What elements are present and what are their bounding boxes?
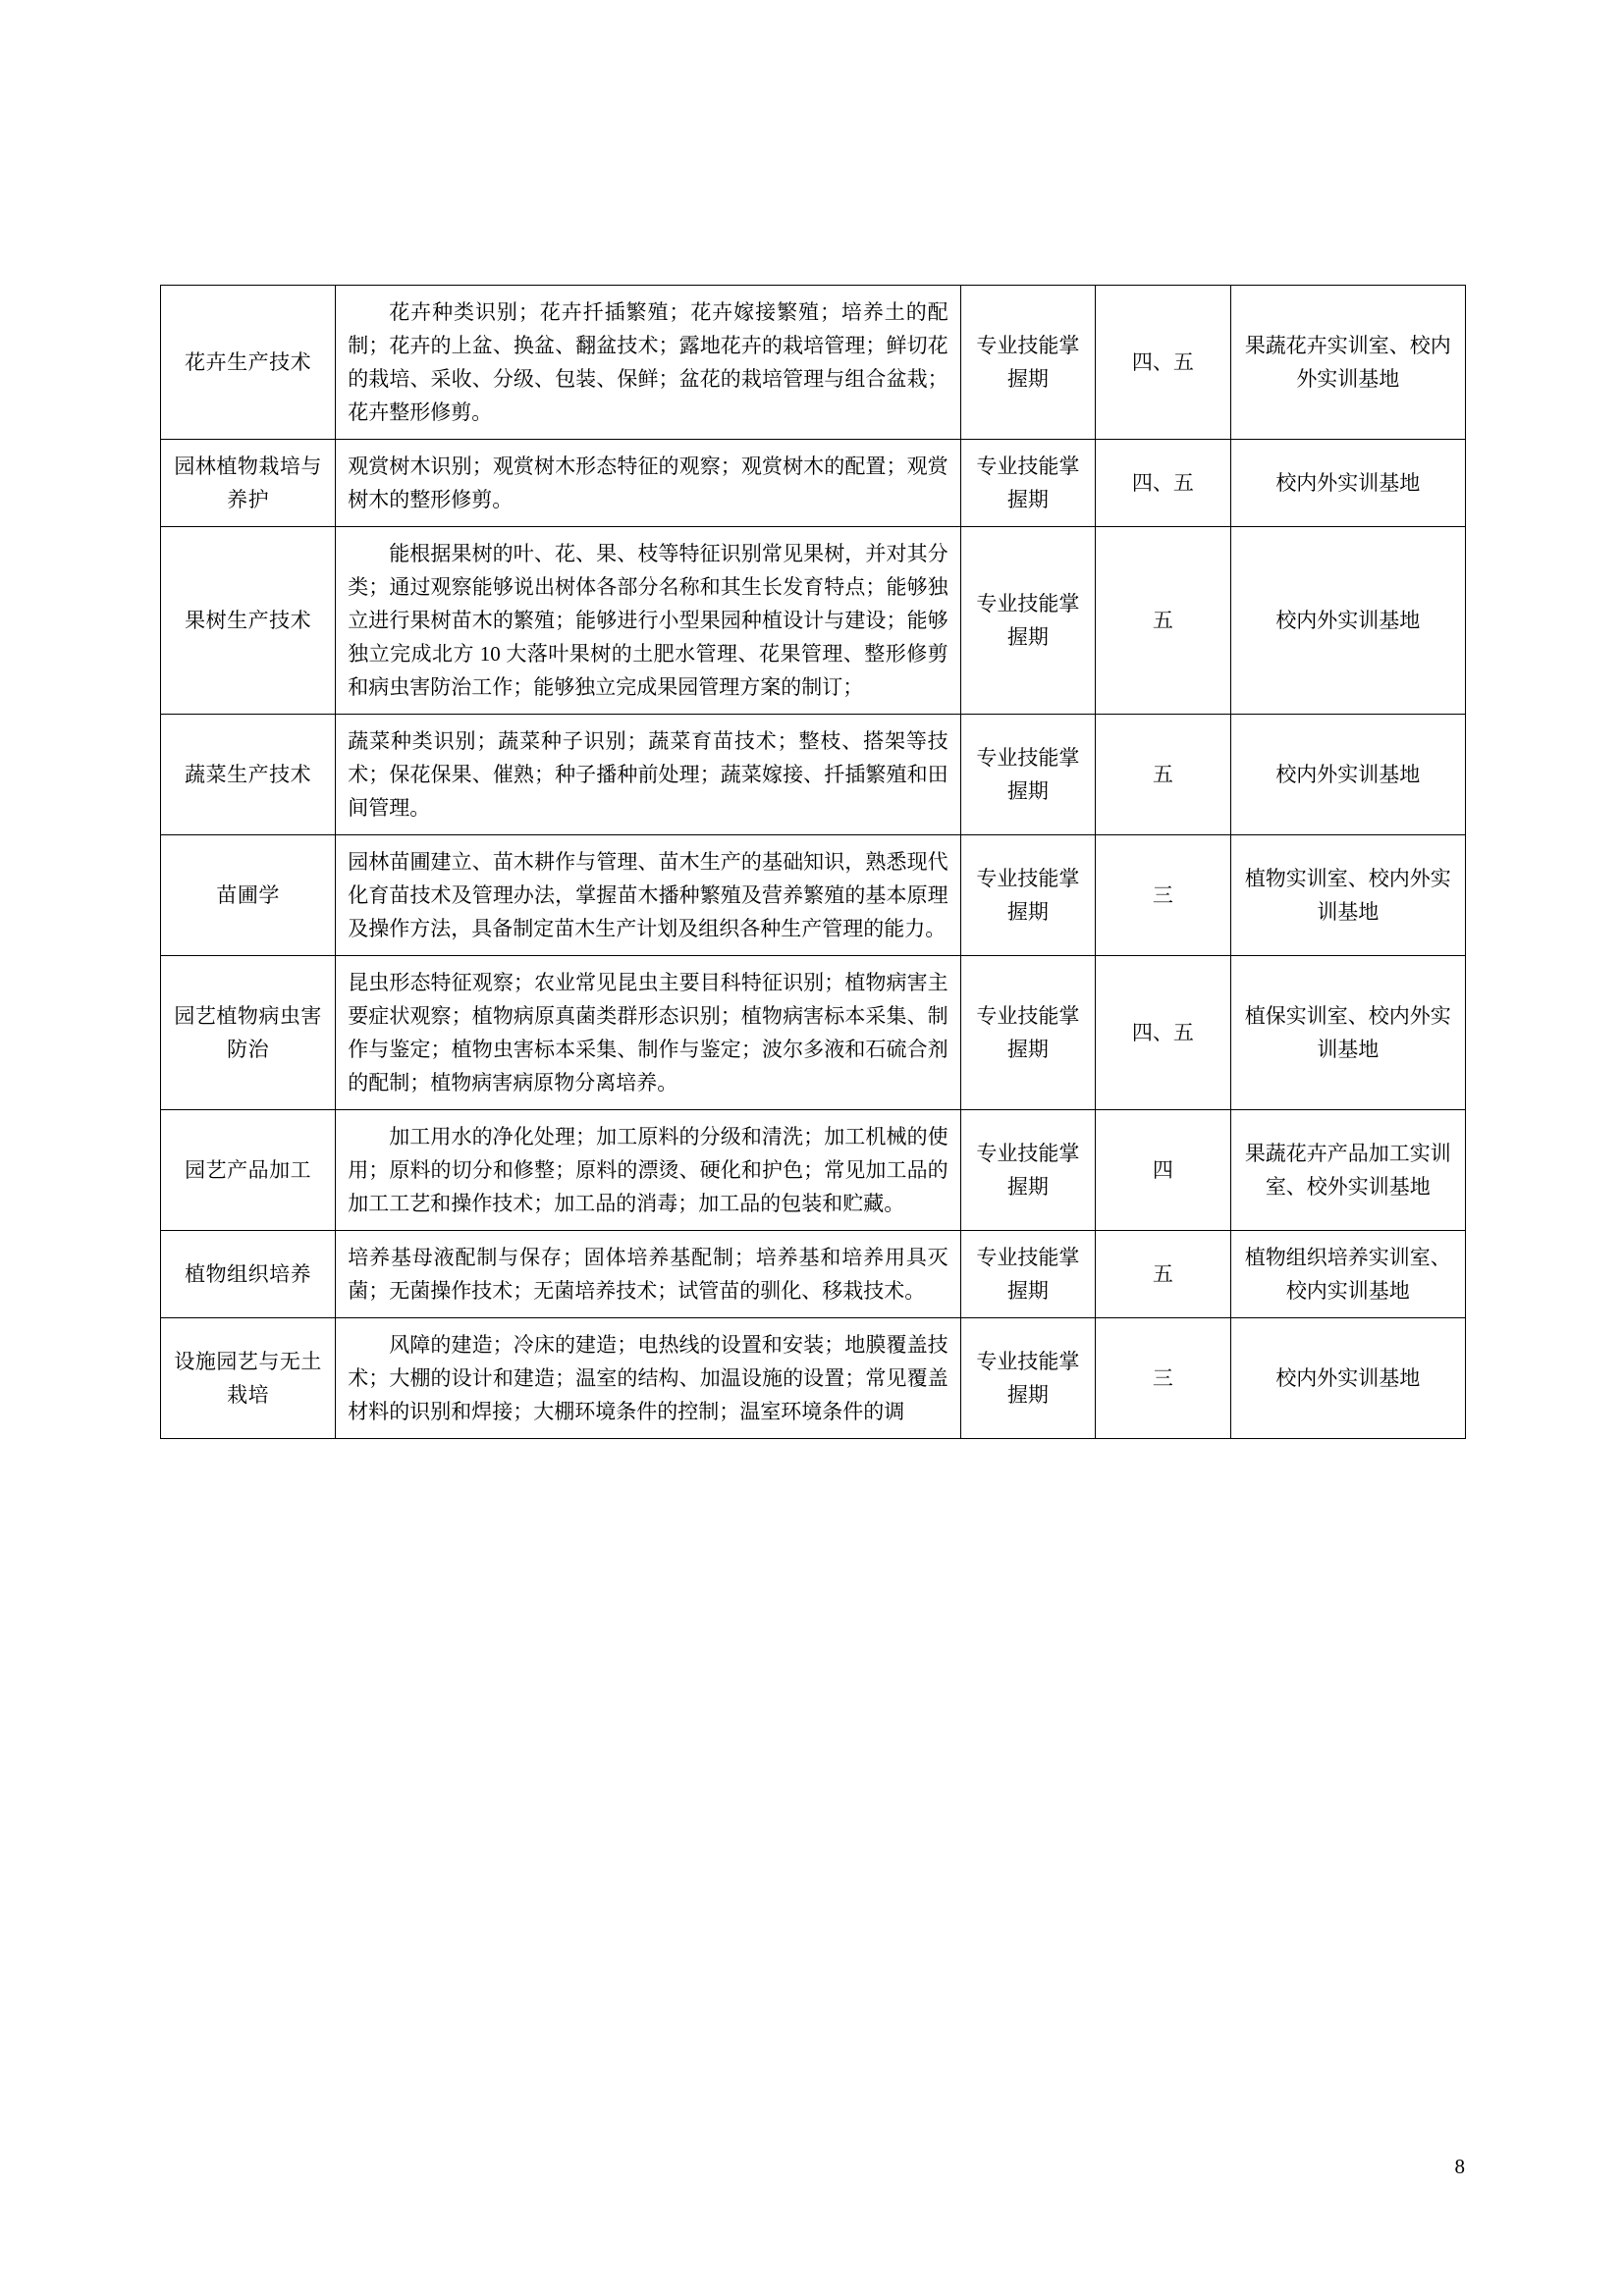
place-cell: 校内外实训基地 bbox=[1230, 1318, 1465, 1439]
course-name-cell: 苗圃学 bbox=[161, 835, 336, 956]
place-cell: 果蔬花卉产品加工实训室、校外实训基地 bbox=[1230, 1110, 1465, 1231]
term-cell: 五 bbox=[1096, 715, 1230, 835]
table-row bbox=[161, 440, 1466, 527]
table-row bbox=[161, 956, 1466, 1110]
place-cell: 校内外实训基地 bbox=[1230, 527, 1465, 715]
place-cell: 植保实训室、校内外实训基地 bbox=[1230, 956, 1465, 1110]
content-cell: 蔬菜种类识别；蔬菜种子识别；蔬菜育苗技术；整枝、搭架等技术；保花保果、催熟；种子播种前处理；蔬菜嫁接、扦插繁殖和田间管理。 bbox=[336, 715, 960, 835]
table-body bbox=[161, 286, 1466, 1439]
place-cell: 校内外实训基地 bbox=[1230, 715, 1465, 835]
stage-cell: 专业技能掌握期 bbox=[960, 286, 1095, 440]
content-cell: 花卉种类识别；花卉扦插繁殖；花卉嫁接繁殖；培养土的配制；花卉的上盆、换盆、翻盆技术；露地花卉的栽培管理；鲜切花的栽培、采收、分级、包装、保鲜；盆花的栽培管理与组合盆栽；花卉整形修剪。 bbox=[336, 286, 960, 440]
term-cell: 五 bbox=[1096, 527, 1230, 715]
term-cell: 五 bbox=[1096, 1231, 1230, 1318]
table-row bbox=[161, 527, 1466, 715]
stage-cell: 专业技能掌握期 bbox=[960, 1110, 1095, 1231]
content-cell: 能根据果树的叶、花、果、枝等特征识别常见果树，并对其分类；通过观察能够说出树体各部分名称和其生长发育特点；能够独立进行果树苗木的繁殖；能够进行小型果园种植设计与建设；能够独立完成北方 10 大落叶果树的土肥水管理、花果管理、整形修剪和病虫害防治工作；能够独立完成果园管理方案的制订； bbox=[336, 527, 960, 715]
term-cell: 四 bbox=[1096, 1110, 1230, 1231]
term-cell: 四、五 bbox=[1096, 956, 1230, 1110]
course-name-cell: 设施园艺与无土栽培 bbox=[161, 1318, 336, 1439]
course-name-cell: 植物组织培养 bbox=[161, 1231, 336, 1318]
stage-cell: 专业技能掌握期 bbox=[960, 1231, 1095, 1318]
stage-cell: 专业技能掌握期 bbox=[960, 956, 1095, 1110]
stage-cell: 专业技能掌握期 bbox=[960, 440, 1095, 527]
place-cell: 果蔬花卉实训室、校内外实训基地 bbox=[1230, 286, 1465, 440]
place-cell: 植物实训室、校内外实训基地 bbox=[1230, 835, 1465, 956]
course-name-cell: 园艺产品加工 bbox=[161, 1110, 336, 1231]
table-row bbox=[161, 835, 1466, 956]
course-name-cell: 园林植物栽培与养护 bbox=[161, 440, 336, 527]
content-cell: 昆虫形态特征观察；农业常见昆虫主要目科特征识别；植物病害主要症状观察；植物病原真菌类群形态识别；植物病害标本采集、制作与鉴定；植物虫害标本采集、制作与鉴定；波尔多液和石硫合剂的配制；植物病害病原物分离培养。 bbox=[336, 956, 960, 1110]
practical-teaching-table bbox=[160, 285, 1466, 1439]
content-cell: 风障的建造；冷床的建造；电热线的设置和安装；地膜覆盖技术；大棚的设计和建造；温室的结构、加温设施的设置；常见覆盖材料的识别和焊接；大棚环境条件的控制；温室环境条件的调 bbox=[336, 1318, 960, 1439]
term-cell: 三 bbox=[1096, 1318, 1230, 1439]
place-cell: 植物组织培养实训室、校内实训基地 bbox=[1230, 1231, 1465, 1318]
course-name-cell: 蔬菜生产技术 bbox=[161, 715, 336, 835]
stage-cell: 专业技能掌握期 bbox=[960, 835, 1095, 956]
table-row bbox=[161, 1110, 1466, 1231]
table-row bbox=[161, 286, 1466, 440]
course-name-cell: 果树生产技术 bbox=[161, 527, 336, 715]
stage-cell: 专业技能掌握期 bbox=[960, 527, 1095, 715]
stage-cell: 专业技能掌握期 bbox=[960, 1318, 1095, 1439]
place-cell: 校内外实训基地 bbox=[1230, 440, 1465, 527]
content-cell: 园林苗圃建立、苗木耕作与管理、苗木生产的基础知识，熟悉现代化育苗技术及管理办法，掌握苗木播种繁殖及营养繁殖的基本原理及操作方法，具备制定苗木生产计划及组织各种生产管理的能力。 bbox=[336, 835, 960, 956]
content-cell: 观赏树木识别；观赏树木形态特征的观察；观赏树木的配置；观赏树木的整形修剪。 bbox=[336, 440, 960, 527]
table-row bbox=[161, 1318, 1466, 1439]
table-row bbox=[161, 715, 1466, 835]
term-cell: 四、五 bbox=[1096, 286, 1230, 440]
course-name-cell: 花卉生产技术 bbox=[161, 286, 336, 440]
page-number: 8 bbox=[1454, 2155, 1465, 2178]
term-cell: 三 bbox=[1096, 835, 1230, 956]
term-cell: 四、五 bbox=[1096, 440, 1230, 527]
course-name-cell: 园艺植物病虫害防治 bbox=[161, 956, 336, 1110]
stage-cell: 专业技能掌握期 bbox=[960, 715, 1095, 835]
table-row bbox=[161, 1231, 1466, 1318]
content-cell: 加工用水的净化处理；加工原料的分级和清洗；加工机械的使用；原料的切分和修整；原料的漂烫、硬化和护色；常见加工品的加工工艺和操作技术；加工品的消毒；加工品的包装和贮藏。 bbox=[336, 1110, 960, 1231]
content-cell: 培养基母液配制与保存；固体培养基配制；培养基和培养用具灭菌；无菌操作技术；无菌培养技术；试管苗的驯化、移栽技术。 bbox=[336, 1231, 960, 1318]
